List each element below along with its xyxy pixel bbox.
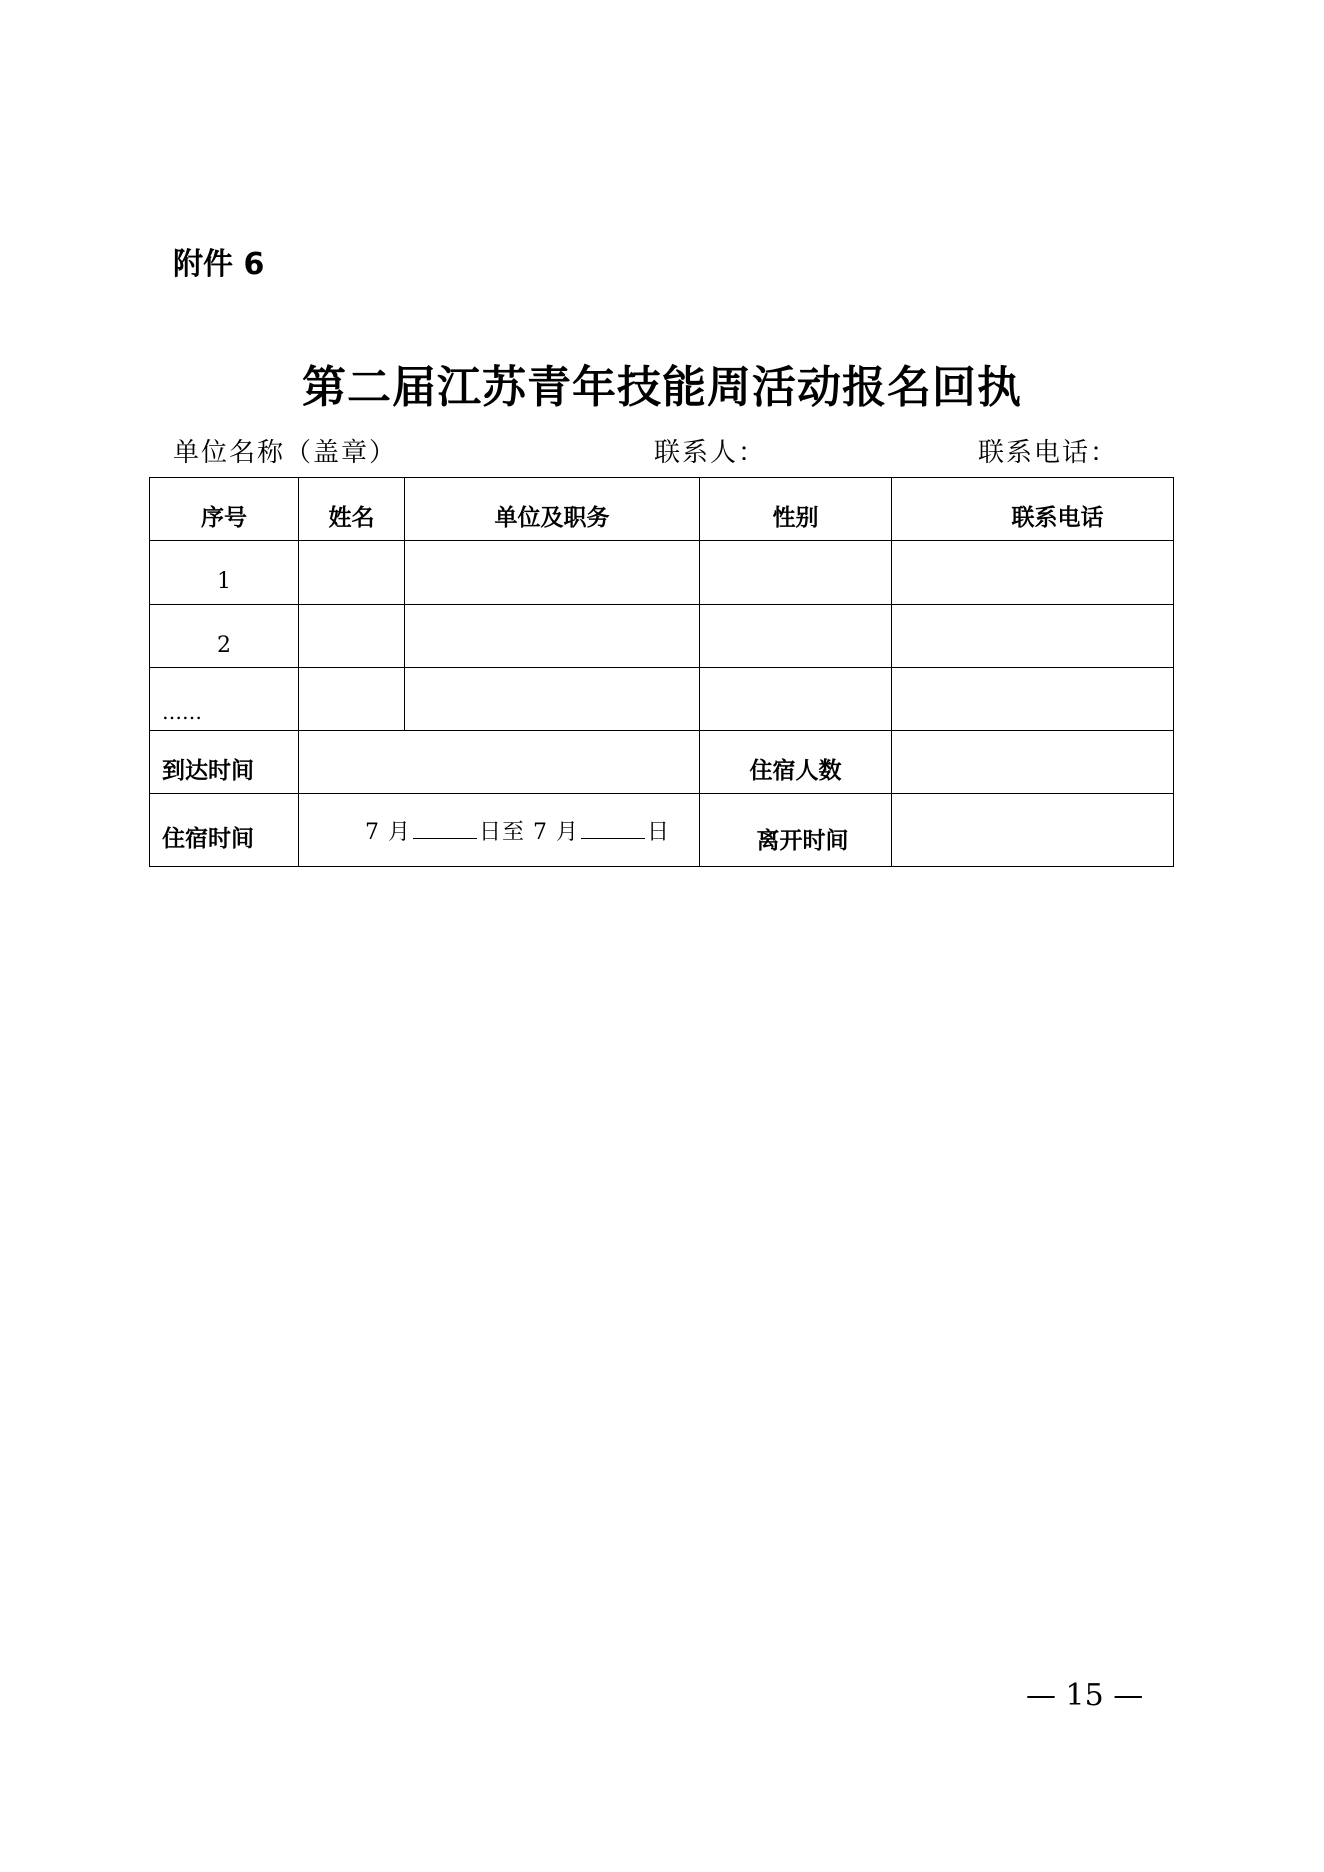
unit-position-cell [405, 668, 700, 731]
date-text-end: 日 [646, 819, 670, 845]
name-cell [299, 605, 405, 668]
header-phone: 联系电话 [892, 478, 1174, 541]
header-gender: 性别 [700, 478, 892, 541]
gender-cell [700, 541, 892, 605]
unit-position-cell [405, 605, 700, 668]
gender-cell [700, 668, 892, 731]
row-index-ellipsis: …… [150, 668, 299, 731]
lodging-time-label: 住宿时间 [150, 794, 299, 867]
contact-person-label: 联系人： [654, 438, 767, 468]
phone-cell [892, 668, 1174, 731]
table-row [150, 605, 1174, 668]
lodging-count-cell [892, 731, 1174, 794]
attachment-label: 附件 6 [173, 247, 265, 282]
header-index: 序号 [150, 478, 299, 541]
header-name: 姓名 [299, 478, 405, 541]
lodging-count-label: 住宿人数 [700, 731, 892, 794]
unit-position-cell [405, 541, 700, 605]
name-cell [299, 541, 405, 605]
row-index: 2 [150, 605, 299, 668]
lodging-row [150, 794, 1174, 867]
date-text-middle: 日至 7 月 [479, 819, 579, 845]
arrival-row [150, 731, 1174, 794]
lodging-dates-cell [299, 794, 700, 867]
blank-line [413, 820, 477, 839]
departure-time-cell [892, 794, 1174, 867]
contact-phone-label: 联系电话： [978, 438, 1119, 468]
phone-cell [892, 541, 1174, 605]
arrival-time-label: 到达时间 [150, 731, 299, 794]
departure-time-label: 离开时间 [700, 794, 892, 867]
unit-name-label: 单位名称（盖章） [173, 438, 398, 468]
name-cell [299, 668, 405, 731]
gender-cell [700, 605, 892, 668]
date-text-start: 7 月 [365, 819, 411, 845]
phone-cell [892, 605, 1174, 668]
table-row [150, 668, 1174, 731]
registration-table [149, 477, 1174, 867]
row-index: 1 [150, 541, 299, 605]
document-title: 第二届江苏青年技能周活动报名回执 [302, 362, 1022, 413]
table-row [150, 541, 1174, 605]
page-number: — 15 — [1026, 1678, 1144, 1713]
blank-line [581, 820, 645, 839]
header-unit-position: 单位及职务 [405, 478, 700, 541]
table-header-row [150, 478, 1174, 541]
arrival-time-cell [299, 731, 700, 794]
